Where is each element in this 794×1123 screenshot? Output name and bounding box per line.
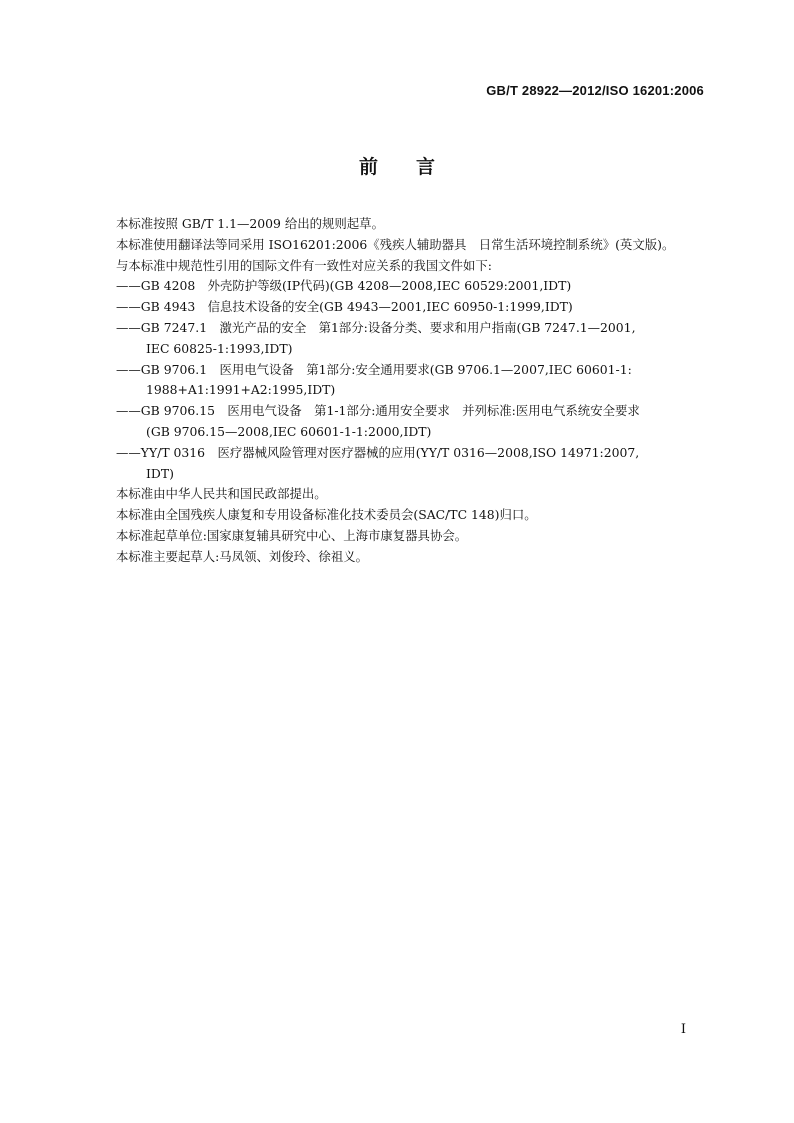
document-body bbox=[90, 214, 704, 568]
paragraph-proposer: 本标准由中华人民共和国民政部提出。 bbox=[116, 486, 327, 502]
reference-item: ——GB 4208 外壳防护等级(IP代码)(GB 4208—2008,IEC 60529:2001,IDT) bbox=[116, 278, 572, 294]
reference-item-continuation: (GB 9706.15—2008,IEC 60601-1-1:2000,IDT) bbox=[146, 423, 432, 439]
reference-item: ——GB 7247.1 激光产品的安全 第1部分:设备分类、要求和用户指南(GB 7247.1—2001, bbox=[116, 319, 636, 335]
reference-item: ——YY/T 0316 医疗器械风险管理对医疗器械的应用(YY/T 0316—2008,ISO 14971:2007, bbox=[116, 444, 640, 460]
page-title: 前言 bbox=[358, 156, 473, 178]
reference-item-continuation: IEC 60825-1:1993,IDT) bbox=[146, 340, 293, 356]
reference-item-continuation: IDT) bbox=[146, 465, 174, 481]
reference-item-continuation: 1988+A1:1991+A2:1995,IDT) bbox=[146, 382, 336, 398]
reference-item: ——GB 4943 信息技术设备的安全(GB 4943—2001,IEC 60950-1:1999,IDT) bbox=[116, 299, 573, 315]
reference-item: ——GB 9706.15 医用电气设备 第1-1部分:通用安全要求 并列标准:医用电气系统安全要求 bbox=[116, 403, 640, 419]
page-number: I bbox=[680, 1022, 686, 1037]
paragraph-drafting-units: 本标准起草单位:国家康复辅具研究中心、上海市康复器具协会。 bbox=[116, 527, 468, 543]
standard-number: GB/T 28922—2012/ISO 16201:2006 bbox=[486, 83, 704, 98]
paragraph-adoption: 本标准使用翻译法等同采用 ISO16201:2006《残疾人辅助器具 日常生活环境控制系统》(英文版)。 bbox=[116, 236, 675, 252]
paragraph-drafting-rules: 本标准按照 GB/T 1.1—2009 给出的规则起草。 bbox=[116, 216, 384, 231]
paragraph-reference-intro: 与本标准中规范性引用的国际文件有一致性对应关系的我国文件如下: bbox=[116, 257, 492, 273]
paragraph-committee: 本标准由全国残疾人康复和专用设备标准化技术委员会(SAC/TC 148)归口。 bbox=[116, 507, 537, 523]
paragraph-drafters: 本标准主要起草人:马凤领、刘俊玲、徐祖义。 bbox=[116, 548, 368, 564]
reference-item: ——GB 9706.1 医用电气设备 第1部分:安全通用要求(GB 9706.1—2007,IEC 60601-1: bbox=[116, 361, 632, 377]
